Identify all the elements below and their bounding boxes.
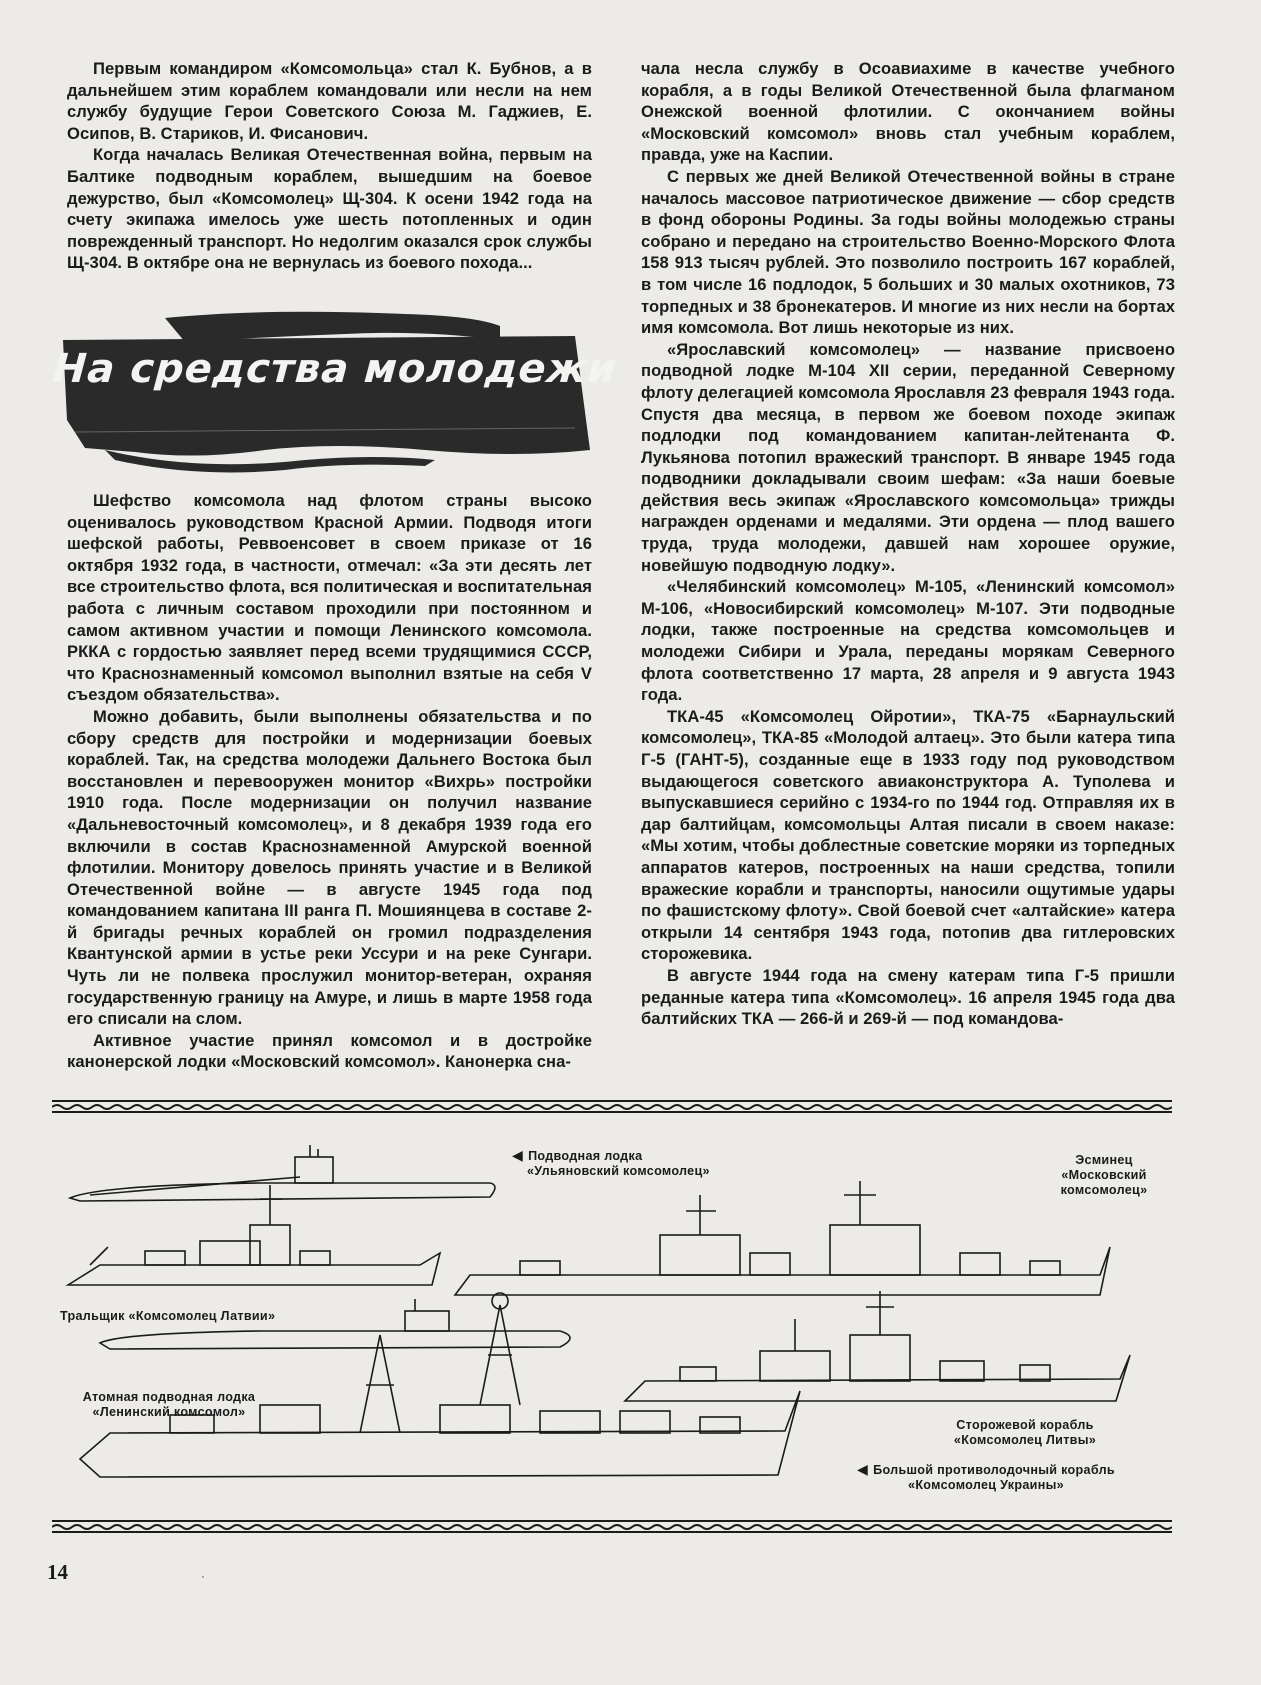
- caption-line: «Ульяновский комсомолец»: [527, 1164, 710, 1178]
- destroyer-moscow-drawing: [455, 1181, 1110, 1295]
- submarine-ulyanovsk-drawing: [70, 1145, 495, 1201]
- left-column-bottom: [67, 490, 592, 1073]
- left-triangle-icon: ◀: [512, 1147, 524, 1163]
- caption-nuclear-sub: [64, 1390, 274, 1420]
- paragraph: С первых же дней Великой Отечественной войны в стране началось массовое патриотическое движение — сбор средств в фонд обороны Родины. За годы войны молодежью страны собрано и передано на строительство Военно-Морского Флота 158 913 тысяч рублей. Это позволило построить 167 кораблей, в том числе 16 подлодок, 5 больших и 30 малых охотников, 73 торпедных и 38 бронекатеров. И многие из них несли на бортах имя комсомола. Вот лишь некоторые из них.: [641, 166, 1175, 338]
- paragraph: «Челябинский комсомолец» М-105, «Ленинский комсомол» М-106, «Новосибирский комсомолец» М-107. Эти подводные лодки, также построенные на средства комсомольцев и молодежи Сибири и Урала, переданы морякам Северного флота соответственно 17 марта, 28 апреля и 9 августа 1943 года.: [641, 577, 1175, 705]
- patrol-ship-lithuania-drawing: [625, 1291, 1130, 1401]
- caption-line: Эсминец: [1075, 1153, 1133, 1167]
- caption-asw-ship-ukraine: [836, 1462, 1136, 1493]
- paragraph: Можно добавить, были выполнены обязательства и по сбору средств для постройки и модернизации боевых кораблей. Так, на средства молодежи Дальнего Востока был восстановлен и перевооружен монитор «Вихрь» постройки 1910 года. После модернизации он получил название «Дальневосточный комсомолец», и 8 декабря 1939 года его включили в состав Краснознаменной Амурской военной флотилии. Монитору довелось принять участие и в Великой Отечественной войне — в августе 1945 года под командованием капитана III ранга П. Мошиянцева в составе 2-й бригады речных кораблей он громил подразделения Квантунской армии в устье реки Уссури и на реке Сунгари. Чуть ли не полвека прослужил монитор-ветеран, охраняя государственную границу на Амуре, и лишь в марте 1958 года его списали на слом.: [67, 706, 592, 1029]
- left-column-top: [67, 58, 592, 274]
- caption-line: «Комсомолец Украины»: [908, 1478, 1064, 1492]
- caption-line: комсомолец»: [1060, 1183, 1148, 1197]
- paragraph: Активное участие принял комсомол и в достройке канонерской лодки «Московский комсомол». Канонерка сна-: [67, 1030, 592, 1072]
- caption-patrol-ship-lithuania: [925, 1418, 1125, 1448]
- heading-banner: [45, 300, 619, 480]
- caption-line: Сторожевой корабль: [956, 1418, 1094, 1432]
- caption-line: Подводная лодка: [528, 1149, 643, 1163]
- wave-divider-top: [52, 1098, 1172, 1114]
- caption-minesweeper-latvia: [60, 1309, 275, 1324]
- paragraph: чала несла службу в Осоавиахиме в качестве учебного корабля, а в годы Великой Отечественной была флагманом Онежской военной флотилии. С окончанием войны «Московский комсомол» вновь стал учебным кораблем, правда, уже на Каспии.: [641, 59, 1175, 165]
- caption-line: Тральщик «Комсомолец Латвии»: [60, 1309, 276, 1323]
- caption-submarine-ulyanovsk: [512, 1148, 710, 1179]
- right-column: [641, 58, 1175, 1030]
- caption-line: «Комсомолец Литвы»: [953, 1433, 1097, 1447]
- paragraph: ТКА-45 «Комсомолец Ойротии», ТКА-75 «Барнаульский комсомолец», ТКА-85 «Молодой алтаец». Это были катера типа Г-5 (ГАНТ-5), созданные еще в 1933 году под руководством выдающегося советского авиаконструктора А. Туполева и выпускавшиеся серийно с 1934-го по 1944 год. Отправляя их в дар балтийцам, комсомольцы Алтая писали в своем наказе: «Мы хотим, чтобы доблестные советские моряки из торпедных аппаратов катеров, построенных на наши средства, топили вражеские корабли и транспорты, наносили ощутимые удары по фашистскому флоту». Свой боевой счет «алтайские» катера открыли 14 сентября 1943 года, потопив два гитлеровских сторожевика.: [641, 706, 1175, 964]
- paragraph: Шефство комсомола над флотом страны высоко оценивалось руководством Красной Армии. Подводя итоги шефской работы, Реввоенсовет в своем приказе от 16 октября 1932 года, в частности, отмечал: «За эти десять лет все строительство флота, вся политическая и воспитательная работа с личным составом проходили при постоянном и самом активном участии и помощи Ленинского комсомола. РККА с гордостью заявляет перед всеми трудящимися СССР, что Краснознаменный комсомол выполнил взятые на себя V съездом обязательства».: [67, 491, 592, 705]
- caption-line: Большой противолодочный корабль: [873, 1463, 1115, 1477]
- paragraph: «Ярославский комсомолец» — название присвоено подводной лодке М-104 XII серии, переданной Северному флоту делегацией комсомола Ярославля 23 февраля 1943 года. Спустя два месяца, в первом же боевом походе экипаж подлодки под командованием капитан-лейтенанта Ф. Лукьянова потопил вражеский транспорт. В январе 1945 года подводники докладывали своим шефам: «За наши боевые действия весь экипаж «Ярославского комсомольца» трижды награжден орденами и медалями. Эти ордена — плод вашего труда, труда молодежи, давшей нам хорошее оружие, новейшую подводную лодку».: [641, 339, 1175, 575]
- heading-title: На средства молодежи: [51, 346, 619, 392]
- caption-line: «Московский: [1061, 1168, 1147, 1182]
- page-number: 14: [47, 1560, 68, 1584]
- caption-line: Атомная подводная лодка: [82, 1390, 256, 1404]
- paragraph: В августе 1944 года на смену катерам типа Г-5 пришли реданные катера типа «Комсомолец». 16 апреля 1945 года два балтийских ТКА — 266-й и 269-й — под командова-: [641, 965, 1175, 1029]
- wave-divider-bottom: [52, 1518, 1172, 1534]
- left-triangle-icon: ◀: [857, 1461, 869, 1477]
- caption-destroyer-moscow: [1036, 1153, 1172, 1198]
- print-speck: ˈ: [201, 1574, 205, 1588]
- paragraph: Первым командиром «Комсомольца» стал К. Бубнов, а в дальнейшем этим кораблем командовали или несли на нем службу будущие Герои Советского Союза М. Гаджиев, Е. Осипов, В. Стариков, И. Фисанович.: [67, 59, 592, 143]
- paragraph: Когда началась Великая Отечественная война, первым на Балтике подводным кораблем, вышедшим на боевое дежурство, был «Комсомолец» Щ-304. К осени 1942 года на счету экипажа имелось уже шесть потопленных и один поврежденный транспорт. Но недолгим оказался срок службы Щ-304. В октябре она не вернулась из боевого похода...: [67, 145, 592, 273]
- caption-line: «Ленинский комсомол»: [92, 1405, 246, 1419]
